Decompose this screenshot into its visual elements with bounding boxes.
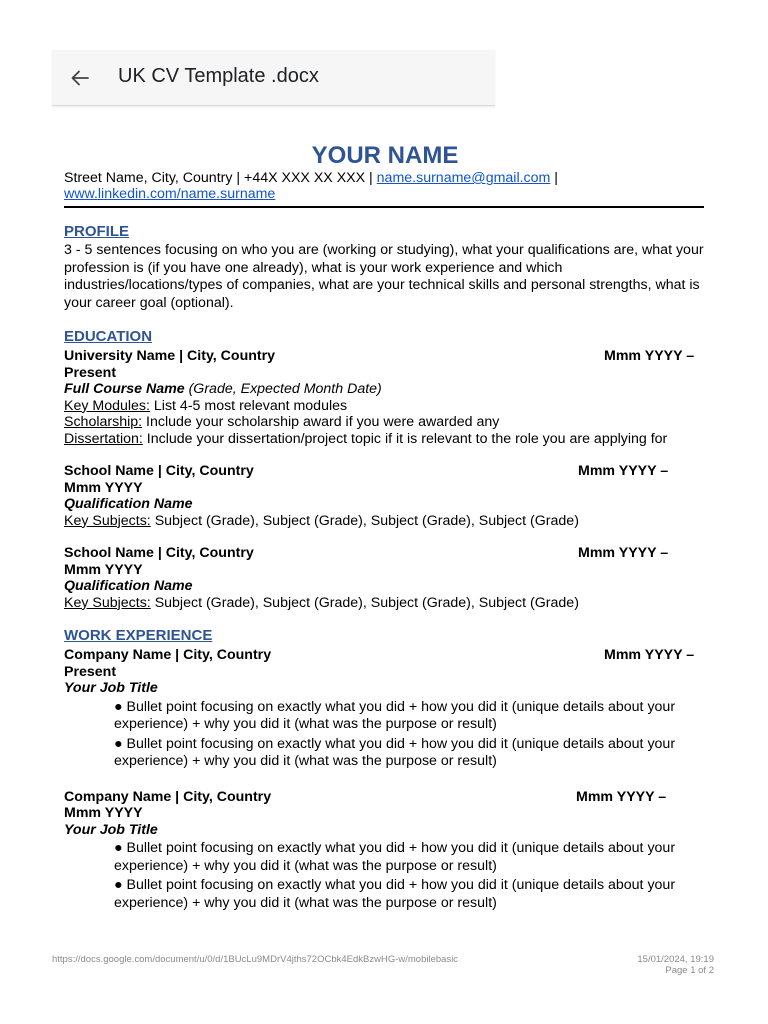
- job-title: Your Job Title: [64, 680, 158, 696]
- date-start: Mmm YYYY –: [604, 348, 695, 364]
- company-name: Company Name | City, Country: [64, 788, 272, 805]
- date-start: Mmm YYYY –: [576, 788, 667, 805]
- detail-text: Include your dissertation/project topic if it is relevant to the role you are applying for: [142, 430, 668, 447]
- entry-header: [64, 647, 704, 664]
- contact-text: Street Name, City, Country | +44X XXX XX XXX |: [64, 170, 377, 186]
- document-page: [64, 142, 704, 912]
- bullet-point: ● Bullet point focusing on exactly what you did + how you did it (unique details about your experience) + why you did it (what was the purpose or result): [114, 698, 676, 732]
- date-end: Present: [64, 364, 117, 381]
- date-end: Mmm YYYY: [64, 479, 143, 496]
- detail-text: Include your scholarship award if you were awarded any: [142, 414, 500, 430]
- detail-label: Key Subjects:: [64, 512, 151, 529]
- education-entry: [64, 348, 704, 447]
- profile-heading: PROFILE: [64, 223, 130, 240]
- back-button[interactable]: [66, 64, 94, 92]
- detail-label: Dissertation:: [64, 430, 143, 447]
- detail-line: [64, 398, 704, 415]
- course-detail: (Grade, Expected Month Date): [184, 381, 382, 397]
- profile-text: 3 - 5 sentences focusing on who you are (working or studying), what your qualifications are, what your profession is (if you have one already), what is your work experience and which industries/locations/types of companies, what are your technical skills and personal strengths, what is your career goal (optional).: [64, 242, 704, 311]
- detail-label: Key Modules:: [64, 397, 150, 414]
- spacer: [64, 529, 704, 545]
- arrow-left-icon: [70, 68, 90, 88]
- detail-line: [64, 414, 704, 431]
- contact-line: [64, 170, 704, 202]
- entry-header: [64, 348, 704, 365]
- education-entry: [64, 463, 704, 529]
- work-entry: [64, 789, 704, 913]
- date-start: Mmm YYYY –: [578, 545, 669, 561]
- footer-page-number: Page 1 of 2: [665, 965, 714, 976]
- linkedin-link[interactable]: www.linkedin.com/name.surname: [64, 186, 276, 202]
- course-name: Full Course Name: [64, 381, 185, 397]
- org-name: School Name | City, Country: [64, 463, 254, 479]
- qualification-name: Qualification Name: [64, 578, 193, 594]
- date-start: Mmm YYYY –: [578, 463, 669, 479]
- bullet-point: ● Bullet point focusing on exactly what you did + how you did it (unique details about your experience) + why you did it (what was the purpose or result): [114, 840, 676, 874]
- cv-name: YOUR NAME: [311, 142, 459, 169]
- date-start: Mmm YYYY –: [604, 647, 695, 663]
- education-heading: EDUCATION: [64, 328, 153, 345]
- date-end: Mmm YYYY: [64, 561, 143, 578]
- spacer: [64, 771, 704, 789]
- header-divider: [64, 206, 704, 208]
- entry-header: [64, 545, 704, 562]
- detail-label: Scholarship:: [64, 414, 143, 430]
- work-heading: WORK EXPERIENCE: [64, 627, 213, 644]
- education-entry: [64, 545, 704, 611]
- document-title: UK CV Template .docx: [118, 65, 319, 87]
- qualification-name: Qualification Name: [64, 496, 193, 512]
- email-link[interactable]: name.surname@gmail.com: [376, 170, 551, 186]
- detail-line: [64, 513, 704, 530]
- org-name: University Name | City, Country: [64, 348, 276, 364]
- bullet-point: ● Bullet point focusing on exactly what you did + how you did it (unique details about your experience) + why you did it (what was the purpose or result): [114, 735, 676, 769]
- work-entry: [64, 647, 704, 771]
- footer-datetime: 15/01/2024, 19:19: [637, 954, 714, 965]
- detail-line: [64, 431, 704, 448]
- bullet-point: ● Bullet point focusing on exactly what you did + how you did it (unique details about your experience) + why you did it (what was the purpose or result): [114, 877, 676, 911]
- detail-text: Subject (Grade), Subject (Grade), Subject (Grade), Subject (Grade): [150, 594, 579, 611]
- date-end: Present: [64, 663, 117, 680]
- spacer: [64, 447, 704, 463]
- org-name: School Name | City, Country: [64, 545, 254, 561]
- entry-header: [64, 789, 704, 806]
- detail-text: List 4-5 most relevant modules: [149, 397, 348, 414]
- footer-url: https://docs.google.com/document/u/0/d/1BUcLu9MDrV4jths72OCbk4EdkBzwHG-w/mobilebasic: [52, 954, 459, 965]
- company-name: Company Name | City, Country: [64, 647, 272, 663]
- detail-text: Subject (Grade), Subject (Grade), Subject (Grade), Subject (Grade): [150, 512, 579, 529]
- date-end: Mmm YYYY: [64, 805, 143, 821]
- detail-label: Key Subjects:: [64, 594, 151, 611]
- job-title: Your Job Title: [64, 821, 158, 838]
- app-header: [52, 50, 495, 106]
- course-line: [64, 381, 704, 398]
- contact-separator: |: [550, 170, 558, 186]
- detail-line: [64, 595, 704, 612]
- entry-header: [64, 463, 704, 480]
- footer-meta: [637, 954, 714, 976]
